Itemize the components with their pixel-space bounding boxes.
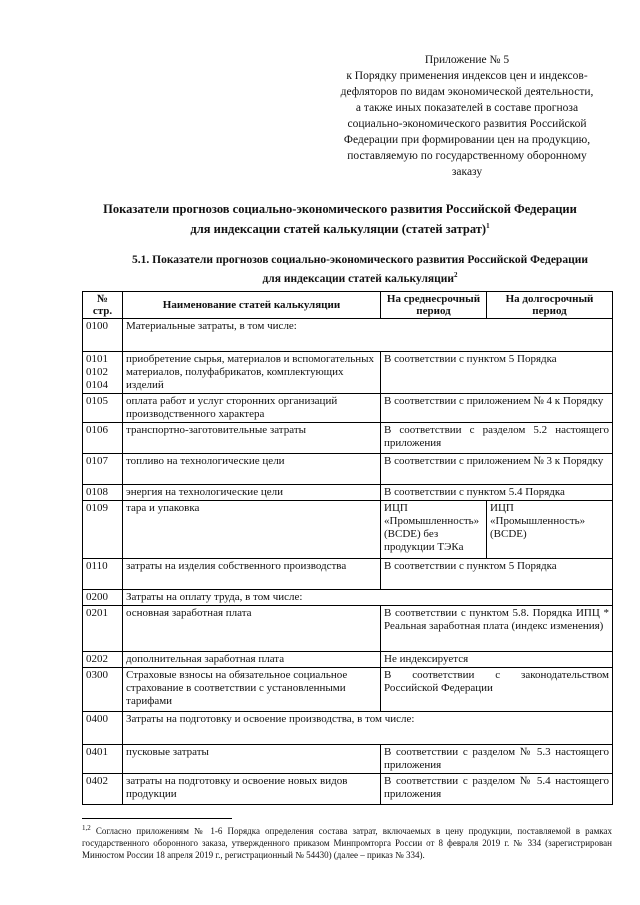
appendix-heading [322, 52, 612, 180]
table-row [83, 590, 613, 606]
table-row [83, 712, 613, 745]
row-value: В соответствии с пунктом 5.8. Порядка ИПЦ * Реальная заработная плата (индекс изменения) [381, 606, 613, 652]
row-num: 0400 [83, 712, 123, 745]
appendix-line: поставляемую по государственному оборонному [347, 150, 587, 162]
row-num: 0401 [83, 745, 123, 774]
table-row [83, 423, 613, 454]
row-value: В соответствии с законодательством Российской Федерации [381, 668, 613, 712]
footnote [82, 822, 612, 861]
footnote-divider [82, 818, 232, 819]
row-name: тара и упаковка [123, 501, 381, 559]
row-value: В соответствии с приложением № 4 к Порядку [381, 394, 613, 423]
row-num: 0106 [83, 423, 123, 454]
title-line: Показатели прогнозов социально-экономического развития Российской Федерации [103, 202, 577, 216]
section-title [100, 253, 620, 287]
table-row [83, 668, 613, 712]
appendix-line: а также иных показателей в составе прогноза [355, 102, 579, 114]
row-num: 0107 [83, 454, 123, 485]
row-value: В соответствии с разделом № 5.4 настоящего приложения [381, 774, 613, 805]
table-row [83, 745, 613, 774]
document-title [60, 201, 620, 238]
row-name: затраты на подготовку и освоение новых видов продукции [123, 774, 381, 805]
footnote-marker: 1,2 [82, 824, 91, 832]
row-name: Страховые взносы на обязательное социальное страхование в соответствии с установленными тарифами [123, 668, 381, 712]
calculation-table [82, 291, 613, 805]
row-num: 0202 [83, 652, 123, 668]
appendix-line: заказу [451, 166, 483, 178]
row-num: 0108 [83, 485, 123, 501]
row-name: затраты на изделия собственного производства [123, 559, 381, 590]
appendix-line: Приложение № 5 [424, 54, 510, 66]
row-num: 0105 [83, 394, 123, 423]
row-name: дополнительная заработная плата [123, 652, 381, 668]
table-row [83, 352, 613, 394]
row-num: 0402 [83, 774, 123, 805]
table-header-row [83, 292, 613, 319]
table-row [83, 454, 613, 485]
row-value: В соответствии с пунктом 5 Порядка [381, 352, 613, 394]
header-num: № стр. [83, 292, 123, 319]
row-name: транспортно-заготовительные затраты [123, 423, 381, 454]
table-row [83, 652, 613, 668]
table-row [83, 485, 613, 501]
row-value: В соответствии с приложением № 3 к Порядку [381, 454, 613, 485]
table-row [83, 394, 613, 423]
row-name: оплата работ и услуг сторонних организаций производственного характера [123, 394, 381, 423]
row-name: Затраты на подготовку и освоение производства, в том числе: [123, 712, 613, 745]
row-name: Материальные затраты, в том числе: [123, 319, 613, 352]
row-name: энергия на технологические цели [123, 485, 381, 501]
row-num: 0100 [83, 319, 123, 352]
appendix-line: дефляторов по видам экономической деятельности, [340, 86, 594, 98]
row-name: топливо на технологические цели [123, 454, 381, 485]
row-value: В соответствии с пунктом 5 Порядка [381, 559, 613, 590]
table-row [83, 606, 613, 652]
row-value: В соответствии с разделом № 5.3 настоящего приложения [381, 745, 613, 774]
row-long-value: ИЦП «Промышленность» (BCDE) [487, 501, 613, 559]
title-line: для индексации статей калькуляции (статей затрат)$^1$ [190, 222, 490, 237]
footnote-ref: 2 [454, 271, 458, 279]
row-name: приобретение сырья, материалов и вспомогательных материалов, полуфабрикатов, комплектующих изделий [123, 352, 381, 394]
subtitle-line: для индексации статей калькуляции$^2$ [262, 271, 458, 285]
row-num: 0101 0102 0104 [83, 352, 123, 394]
footnote-ref: 1 [486, 222, 490, 230]
footnote-text: Согласно приложениям № 1-6 Порядка определения состава затрат, включаемых в цену продукции, поставляемой в рамках государственного оборонного заказа, утвержденного приказом Минпромторга России от 8 февраля 2019 г. № 334 (зарегистрирован Минюстом России 18 апреля 2019 г., регистрационный № 54430) (далее – приказ № 334). [82, 826, 612, 860]
subtitle-line: 5.1. Показатели прогнозов социально-экономического развития Российской Федерации [132, 254, 588, 266]
table-row [83, 774, 613, 805]
row-num: 0200 [83, 590, 123, 606]
table-row [83, 319, 613, 352]
header-long: На долгосрочный период [487, 292, 613, 319]
row-value: В соответствии с разделом 5.2 настоящего приложения [381, 423, 613, 454]
row-name: Затраты на оплату труда, в том числе: [123, 590, 613, 606]
row-name: основная заработная плата [123, 606, 381, 652]
row-num: 0109 [83, 501, 123, 559]
header-mid: На среднесрочный период [381, 292, 487, 319]
header-name: Наименование статей калькуляции [123, 292, 381, 319]
appendix-line: социально-экономического развития Российской [347, 118, 587, 130]
row-num: 0300 [83, 668, 123, 712]
row-mid-value: ИЦП «Промышленность» (BCDE) без продукции ТЭКа [381, 501, 487, 559]
table-row [83, 501, 613, 559]
table-row [83, 559, 613, 590]
row-name: пусковые затраты [123, 745, 381, 774]
row-num: 0110 [83, 559, 123, 590]
row-num: 0201 [83, 606, 123, 652]
row-value: В соответствии с пунктом 5.4 Порядка [381, 485, 613, 501]
appendix-line: Федерации при формировании цен на продукцию, [343, 134, 591, 146]
appendix-line: к Порядку применения индексов цен и индексов- [346, 70, 588, 82]
row-value: Не индексируется [381, 652, 613, 668]
